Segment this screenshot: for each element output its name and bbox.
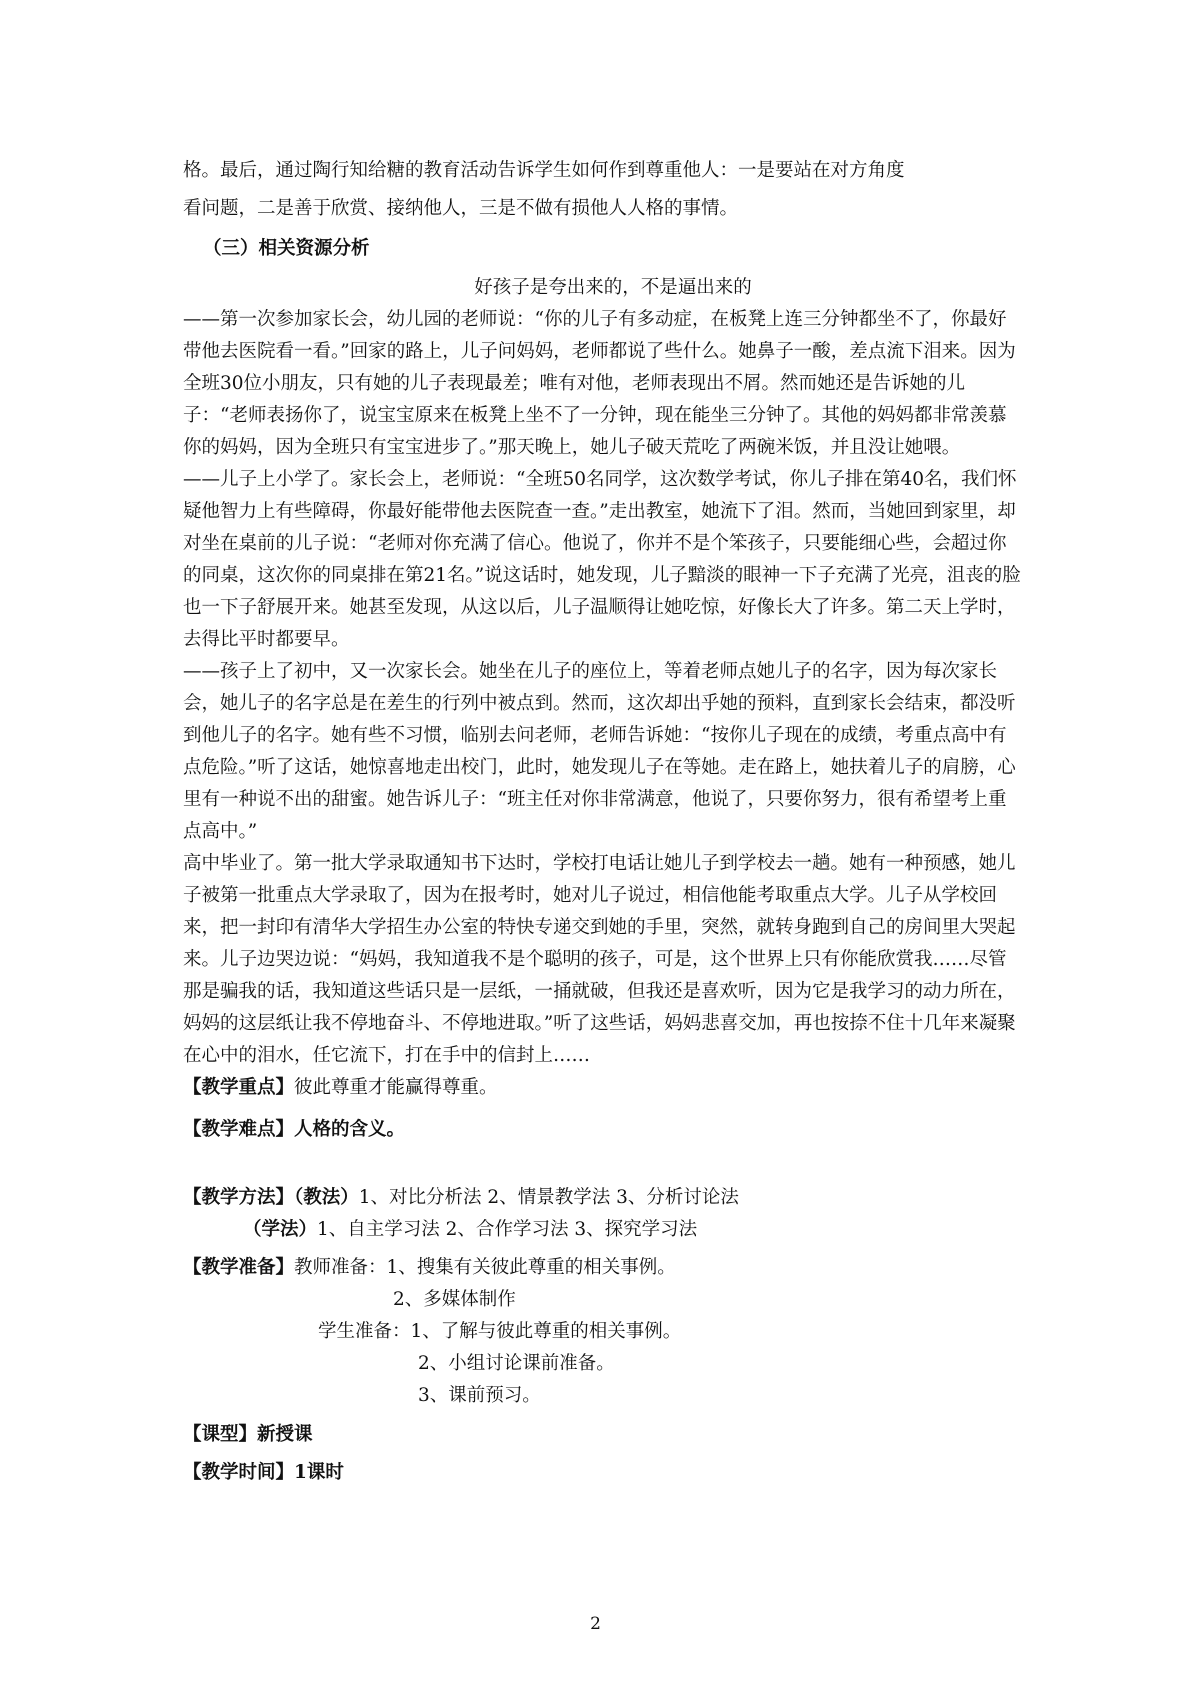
intro-line-2: 看问题，二是善于欣赏、接纳他人，三是不做有损他人人格的事情。 [183, 198, 739, 219]
learn-text: 1、自主学习法 2、合作学习法 3、探究学习法 [317, 1219, 698, 1240]
story-paragraph: ——孩子上了初中，又一次家长会。她坐在儿子的座位上，等着老师点她儿子的名字，因为每次家长会，她儿子的名字总是在差生的行列中被点到。然而，这次却出乎她的预料，直到家长会结束，都没听到他儿子的名字。她有些不习惯，临别去问老师，老师告诉她：“按你儿子现在的成绩，考重点高中有点危险。”听了这话，她惊喜地走出校门，此时，她发现儿子在等她。走在路上，她扶着儿子的肩膀，心里有一种说不出的甜蜜。她告诉儿子：“班主任对你非常满意，他说了，只要你努力，很有希望考上重点高中。” [183, 661, 1016, 842]
key-point-label: 【教学重点】 [183, 1077, 295, 1098]
teach-label: （教法） [294, 1187, 359, 1208]
document-page [183, 152, 1023, 1492]
difficulty-label: 【教学难点】 [183, 1119, 295, 1140]
story-paragraph: ——儿子上小学了。家长会上，老师说：“全班50名同学，这次数学考试，你儿子排在第40名，我们怀疑他智力上有些障碍，你最好能带他去医院查一查。”走出教室，她流下了泪。然而，当她回到家里，却对坐在桌前的儿子说：“老师对你充满了信心。他说了，你并不是个笨孩子，只要能细心些，会超过你的同桌，这次你的同桌排在第21名。”说这话时，她发现，儿子黯淡的眼神一下子充满了光亮，沮丧的脸也一下子舒展开来。她甚至发现，从这以后，儿子温顺得让她吃惊，好像长大了许多。第二天上学时，去得比平时都要早。 [183, 469, 1021, 650]
page-number: 2 [590, 1614, 601, 1634]
teacher-item: 1、搜集有关彼此尊重的相关事例。 [386, 1257, 676, 1278]
teach-text: 1、对比分析法 2、情景教学法 3、分析讨论法 [358, 1187, 739, 1208]
methods-learn [183, 1214, 1023, 1246]
teacher-label: 教师准备： [294, 1257, 387, 1278]
lesson-type-text: 新授课 [257, 1424, 313, 1445]
preparation-student [183, 1316, 1023, 1348]
lesson-type [183, 1416, 1023, 1454]
student-item: 3、课前预习。 [418, 1385, 541, 1406]
lesson-type-label: 【课型】 [183, 1424, 258, 1445]
learn-label: （学法） [243, 1219, 318, 1240]
teacher-item: 2、多媒体制作 [393, 1289, 516, 1310]
methods-label: 【教学方法】 [183, 1187, 295, 1208]
key-point-text: 彼此尊重才能赢得尊重。 [294, 1077, 498, 1098]
preparation-label: 【教学准备】 [183, 1257, 295, 1278]
difficulty [183, 1114, 1023, 1146]
intro-line-1: 格。最后，通过陶行知给糖的教育活动告诉学生如何作到尊重他人：一是要站在对方角度 [183, 160, 905, 181]
student-label: 学生准备： [318, 1321, 411, 1342]
lesson-time-text: 1课时 [294, 1462, 344, 1483]
preparation-teacher [183, 1252, 1023, 1284]
difficulty-text: 人格的含义。 [294, 1119, 406, 1140]
story-paragraph: 高中毕业了。第一批大学录取通知书下达时，学校打电话让她儿子到学校去一趟。她有一种预感，她儿子被第一批重点大学录取了，因为在报考时，她对儿子说过，相信他能考取重点大学。儿子从学校回来，把一封印有清华大学招生办公室的特快专递交到她的手里，突然，就转身跑到自己的房间里大哭起来。儿子边哭边说：“妈妈，我知道我不是个聪明的孩子，可是，这个世界上只有你能欣赏我……尽管那是骗我的话，我知道这些话只是一层纸，一捅就破，但我还是喜欢听，因为它是我学习的动力所在，妈妈的这层纸让我不停地奋斗、不停地进取。”听了这些话，妈妈悲喜交加，再也按捺不住十几年来凝聚在心中的泪水，任它流下，打在手中的信封上…… [183, 853, 1016, 1066]
story-title: 好孩子是夸出来的，不是逼出来的 [474, 277, 752, 298]
student-item: 2、小组讨论课前准备。 [418, 1353, 615, 1374]
student-item: 1、了解与彼此尊重的相关事例。 [410, 1321, 682, 1342]
lesson-time [183, 1454, 1023, 1492]
story-paragraph: ——第一次参加家长会，幼儿园的老师说：“你的儿子有多动症，在板凳上连三分钟都坐不了，你最好带他去医院看一看。”回家的路上，儿子问妈妈，老师都说了些什么。她鼻子一酸，差点流下泪来。因为全班30位小朋友，只有她的儿子表现最差；唯有对他，老师表现出不屑。然而她还是告诉她的儿子：“老师表扬你了，说宝宝原来在板凳上坐不了一分钟，现在能坐三分钟了。其他的妈妈都非常羡慕你的妈妈，因为全班只有宝宝进步了。”那天晚上，她儿子破天荒吃了两碗米饭，并且没让她喂。 [183, 309, 1016, 458]
lesson-time-label: 【教学时间】 [183, 1462, 295, 1483]
key-point [183, 1072, 1023, 1104]
methods-teach [183, 1182, 1023, 1214]
section-heading: （三）相关资源分析 [203, 238, 370, 259]
